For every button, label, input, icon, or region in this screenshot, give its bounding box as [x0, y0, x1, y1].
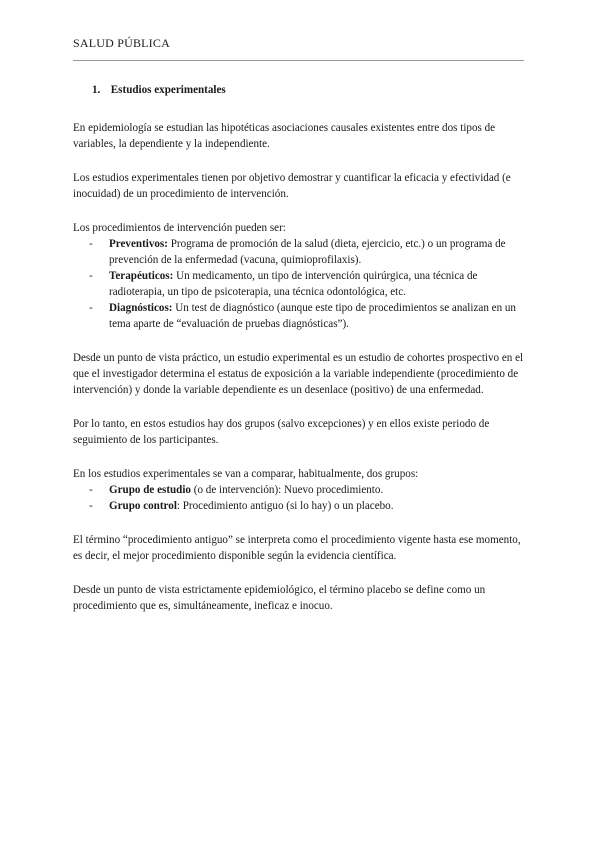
list-item-text: Programa de promoción de la salud (dieta, ejercicio, etc.) o un programa de prevención de la enfermedad (vacuna, quimioprofilaxis).	[109, 238, 506, 266]
list-dash: -	[89, 500, 93, 512]
list-item-text: Un medicamento, un tipo de intervención quirúrgica, una técnica de radioterapia, un tipo de psicoterapia, una técnica odontológica, etc.	[109, 270, 478, 298]
list-dash: -	[89, 270, 93, 282]
paragraph-placebo: Desde un punto de vista estrictamente epidemiológico, el término placebo se define como un procedimiento que es, simultáneamente, ineficaz e inocuo.	[73, 584, 486, 612]
page-header: SALUD PÚBLICA	[73, 36, 170, 50]
paragraph-two-groups: Por lo tanto, en estos estudios hay dos grupos (salvo excepciones) y en ellos existe periodo de seguimiento de los participantes.	[73, 418, 490, 446]
paragraph-old-procedure: El término “procedimiento antiguo” se interpreta como el procedimiento vigente hasta ese momento, es decir, el mejor procedimiento disponible según la evidencia científica.	[73, 534, 521, 562]
intervention-types-list	[73, 236, 528, 332]
list-item-term: Terapéuticos:	[109, 270, 174, 282]
list-item-term: Grupo de estudio	[109, 484, 191, 496]
list-item	[73, 300, 528, 332]
list-item	[73, 498, 528, 514]
paragraph-objective: Los estudios experimentales tienen por objetivo demostrar y cuantificar la eficacia y efectividad (e inocuidad) de un procedimiento de intervención.	[73, 172, 511, 200]
section-heading	[92, 82, 528, 98]
section-number: 1.	[92, 84, 101, 96]
paragraph-practical-view: Desde un punto de vista práctico, un estudio experimental es un estudio de cohortes prospectivo en el que el investigador determina el estatus de exposición a la variable independiente (procedimiento de intervención) y donde la variable dependiente es un desenlace (positivo) de una enfermedad.	[73, 352, 524, 396]
list-dash: -	[89, 484, 93, 496]
list-item-term: Grupo control	[109, 500, 177, 512]
list-item-text: : Procedimiento antiguo (si lo hay) o un placebo.	[176, 500, 394, 512]
list-dash: -	[89, 302, 93, 314]
paragraph-epidemiology: En epidemiología se estudian las hipotéticas asociaciones causales existentes entre dos tipos de variables, la dependiente y la independiente.	[73, 122, 496, 150]
document-body	[73, 82, 528, 632]
groups-list	[73, 482, 528, 514]
list-item	[73, 268, 528, 300]
list-item-term: Preventivos:	[109, 238, 168, 250]
paragraph-intervention-intro: Los procedimientos de intervención pueden ser:	[73, 222, 286, 234]
paragraph-groups-intro: En los estudios experimentales se van a comparar, habitualmente, dos grupos:	[73, 468, 419, 480]
header-divider	[73, 60, 524, 61]
list-item-text: (o de intervención): Nuevo procedimiento.	[190, 484, 384, 496]
list-item-term: Diagnósticos:	[109, 302, 173, 314]
list-item	[73, 482, 528, 498]
list-item	[73, 236, 528, 268]
list-item-text: Un test de diagnóstico (aunque este tipo de procedimientos se analizan en un tema aparte de “evaluación de pruebas diagnósticas”).	[109, 302, 516, 330]
list-dash: -	[89, 238, 93, 250]
section-title: Estudios experimentales	[110, 84, 226, 96]
